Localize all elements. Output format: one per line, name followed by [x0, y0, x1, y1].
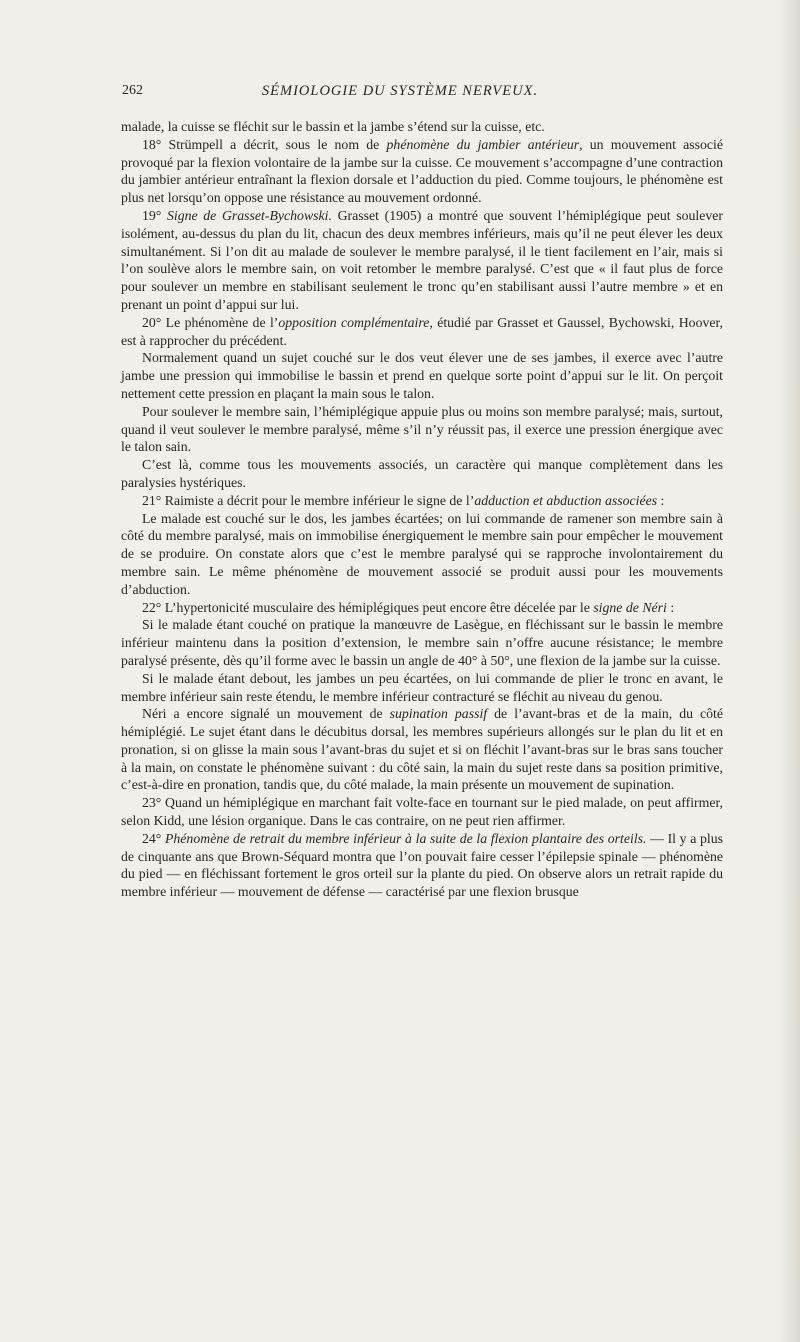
italic-run: opposition complémentaire [278, 314, 430, 330]
text-run: Le malade est couché sur le dos, les jambes écartées; on lui commande de ramener son membre sain à côté du membre paralysé, mais on immobilise énergiquement le membre sain pour empêcher le mouvement de se produire. On constate alors que c’est le membre paralysé qui se rapproche involontairement du membre sain. Le même phénomène de mouvement associé se produit aussi pour les mouvements d’abduction. [121, 510, 723, 597]
italic-run: phénomène du jambier antérieur [386, 136, 580, 152]
text-run: C’est là, comme tous les mouvements associés, un caractère qui manque complètement dans les paralysies hystériques. [121, 457, 723, 490]
paragraph [121, 136, 723, 207]
body-text [121, 118, 723, 901]
paragraph [121, 349, 723, 402]
text-run: Si le malade étant debout, les jambes un peu écartées, on lui commande de plier le tronc en avant, le membre inférieur sain reste étendu, le membre inférieur contracturé se fléchit au niveau du genou. [121, 670, 723, 704]
paragraph [121, 510, 723, 599]
running-title: SÉMIOLOGIE DU SYSTÈME NERVEUX. [261, 83, 539, 99]
page-header [0, 83, 800, 107]
text-run: Normalement quand un sujet couché sur le dos veut élever une de ses jambes, il exerce avec l’autre jambe une pression qui immobilise le bassin et prend en quelque sorte point d’appui sur le lit. On perçoit nettement cette pression en plaçant la main sous le talon. [121, 350, 723, 401]
text-run: Néri a encore signalé un mouvement de [142, 706, 390, 722]
italic-run: adduction et abduction associées [474, 492, 658, 508]
text-run: : [666, 599, 675, 615]
paragraph [121, 794, 723, 830]
text-run: Si le malade étant couché on pratique la manœuvre de Lasègue, en fléchissant sur le bassin le membre inférieur maintenu dans la position d’extension, le membre sain n’offre aucune résistance; le membre paralysé présente, dès qu’il forme avec le bassin un angle de 40° à 50°, une flexion de la jambe sur la cuisse. [121, 617, 723, 668]
paragraph [121, 403, 723, 456]
text-run: 21° Raimiste a décrit pour le membre inférieur le signe de l’ [142, 492, 475, 508]
text-run: 18° Strümpell a décrit, sous le nom de [142, 136, 387, 152]
text-run: , un mouvement associé provoqué par la flexion volontaire de la jambe sur la cuisse. Ce mouvement s’accompagne d’une contraction du jambier antérieur entraînant la flexion dorsale et l’adduction du pied. Comme toujours, le phénomène est plus net lorsqu’on oppose une résistance au mouvement ordonné. [121, 136, 723, 206]
paragraph [121, 830, 723, 901]
text-run: de l’avant-bras et de la main, du côté hémiplégié. Le sujet étant dans le décubitus dorsal, les membres supérieurs allongés sur le plan du lit et en pronation, si on glisse la main sous l’avant-bras du sujet et si on fléchit l’avant-bras sur le bras sans toucher à la main, on constate le phénomène suivant : du côté sain, la main du sujet reste dans sa position primitive, c’est-à-dire en pronation, tandis que, du côté malade, la main présente un mouvement de supination. [121, 706, 723, 793]
text-run: 23° Quand un hémiplégique en marchant fait volte-face en tournant sur le pied malade, on peut affirmer, selon Kidd, une lésion organique. Dans le cas contraire, on ne peut rien affirmer. [121, 795, 723, 829]
paragraph [121, 599, 723, 617]
text-run: Pour soulever le membre sain, l’hémiplégique appuie plus ou moins son membre paralysé; mais, surtout, quand il veut soulever le membre paralysé, même s’il n’y réussit pas, il exerce une pression énergique avec le talon sain. [121, 403, 723, 455]
text-run: 20° Le phénomène de l’ [142, 314, 279, 330]
paragraph [121, 705, 723, 794]
text-run: 19° [142, 207, 167, 223]
italic-run: signe de Néri [593, 599, 667, 615]
text-run: : [657, 492, 665, 508]
text-run: , étudié par Grasset et Gaussel, Bychowski, Hoover, est à rapprocher du précédent. [121, 314, 723, 348]
page-number: 262 [122, 83, 143, 98]
paragraph [121, 314, 723, 350]
text-run: — Il y a plus de cinquante ans que Brown-Séquard montra que l’on pouvait faire cesser l’épilepsie spinale — phénomène du pied — en fléchissant fortement le gros orteil sur la plante du pied. On observe alors un retrait rapide du membre inférieur — mouvement de défense — caractérisé par une flexion brusque [121, 830, 723, 900]
italic-run: Signe de Grasset-Bychowski. [166, 207, 332, 223]
paragraph [121, 456, 723, 492]
text-run: malade, la cuisse se fléchit sur le bassin et la jambe s’étend sur la cuisse, etc. [121, 119, 545, 134]
italic-run: supination passif [389, 706, 488, 722]
paragraph [121, 616, 723, 669]
paragraph [121, 207, 723, 314]
text-run: 22° L’hypertonicité musculaire des hémiplégiques peut encore être décelée par le [142, 599, 594, 615]
paragraph [121, 492, 723, 510]
text-run: Grasset (1905) a montré que souvent l’hémiplégique peut soulever isolément, au-dessus du plan du lit, chacun des deux membres inférieurs, mais qu’il ne peut élever les deux simultanément. Si l’on dit au malade de soulever le membre paralysé, il le tient facilement en l’air, mais si l’on soulève alors le membre sain, on voit retomber le membre paralysé. C’est que « il faut plus de force pour soulever un membre en stabilisant seulement le tronc qu’en stabilisant aussi l’autre membre » et en prenant un point d’appui sur lui. [121, 207, 724, 312]
text-run: 24° [142, 830, 165, 846]
page-edge-shadow [778, 0, 800, 1342]
italic-run: Phénomène de retrait du membre inférieur à la suite de la flexion plantaire des orteils. [164, 830, 647, 846]
paragraph [121, 118, 723, 136]
paragraph [121, 670, 723, 706]
